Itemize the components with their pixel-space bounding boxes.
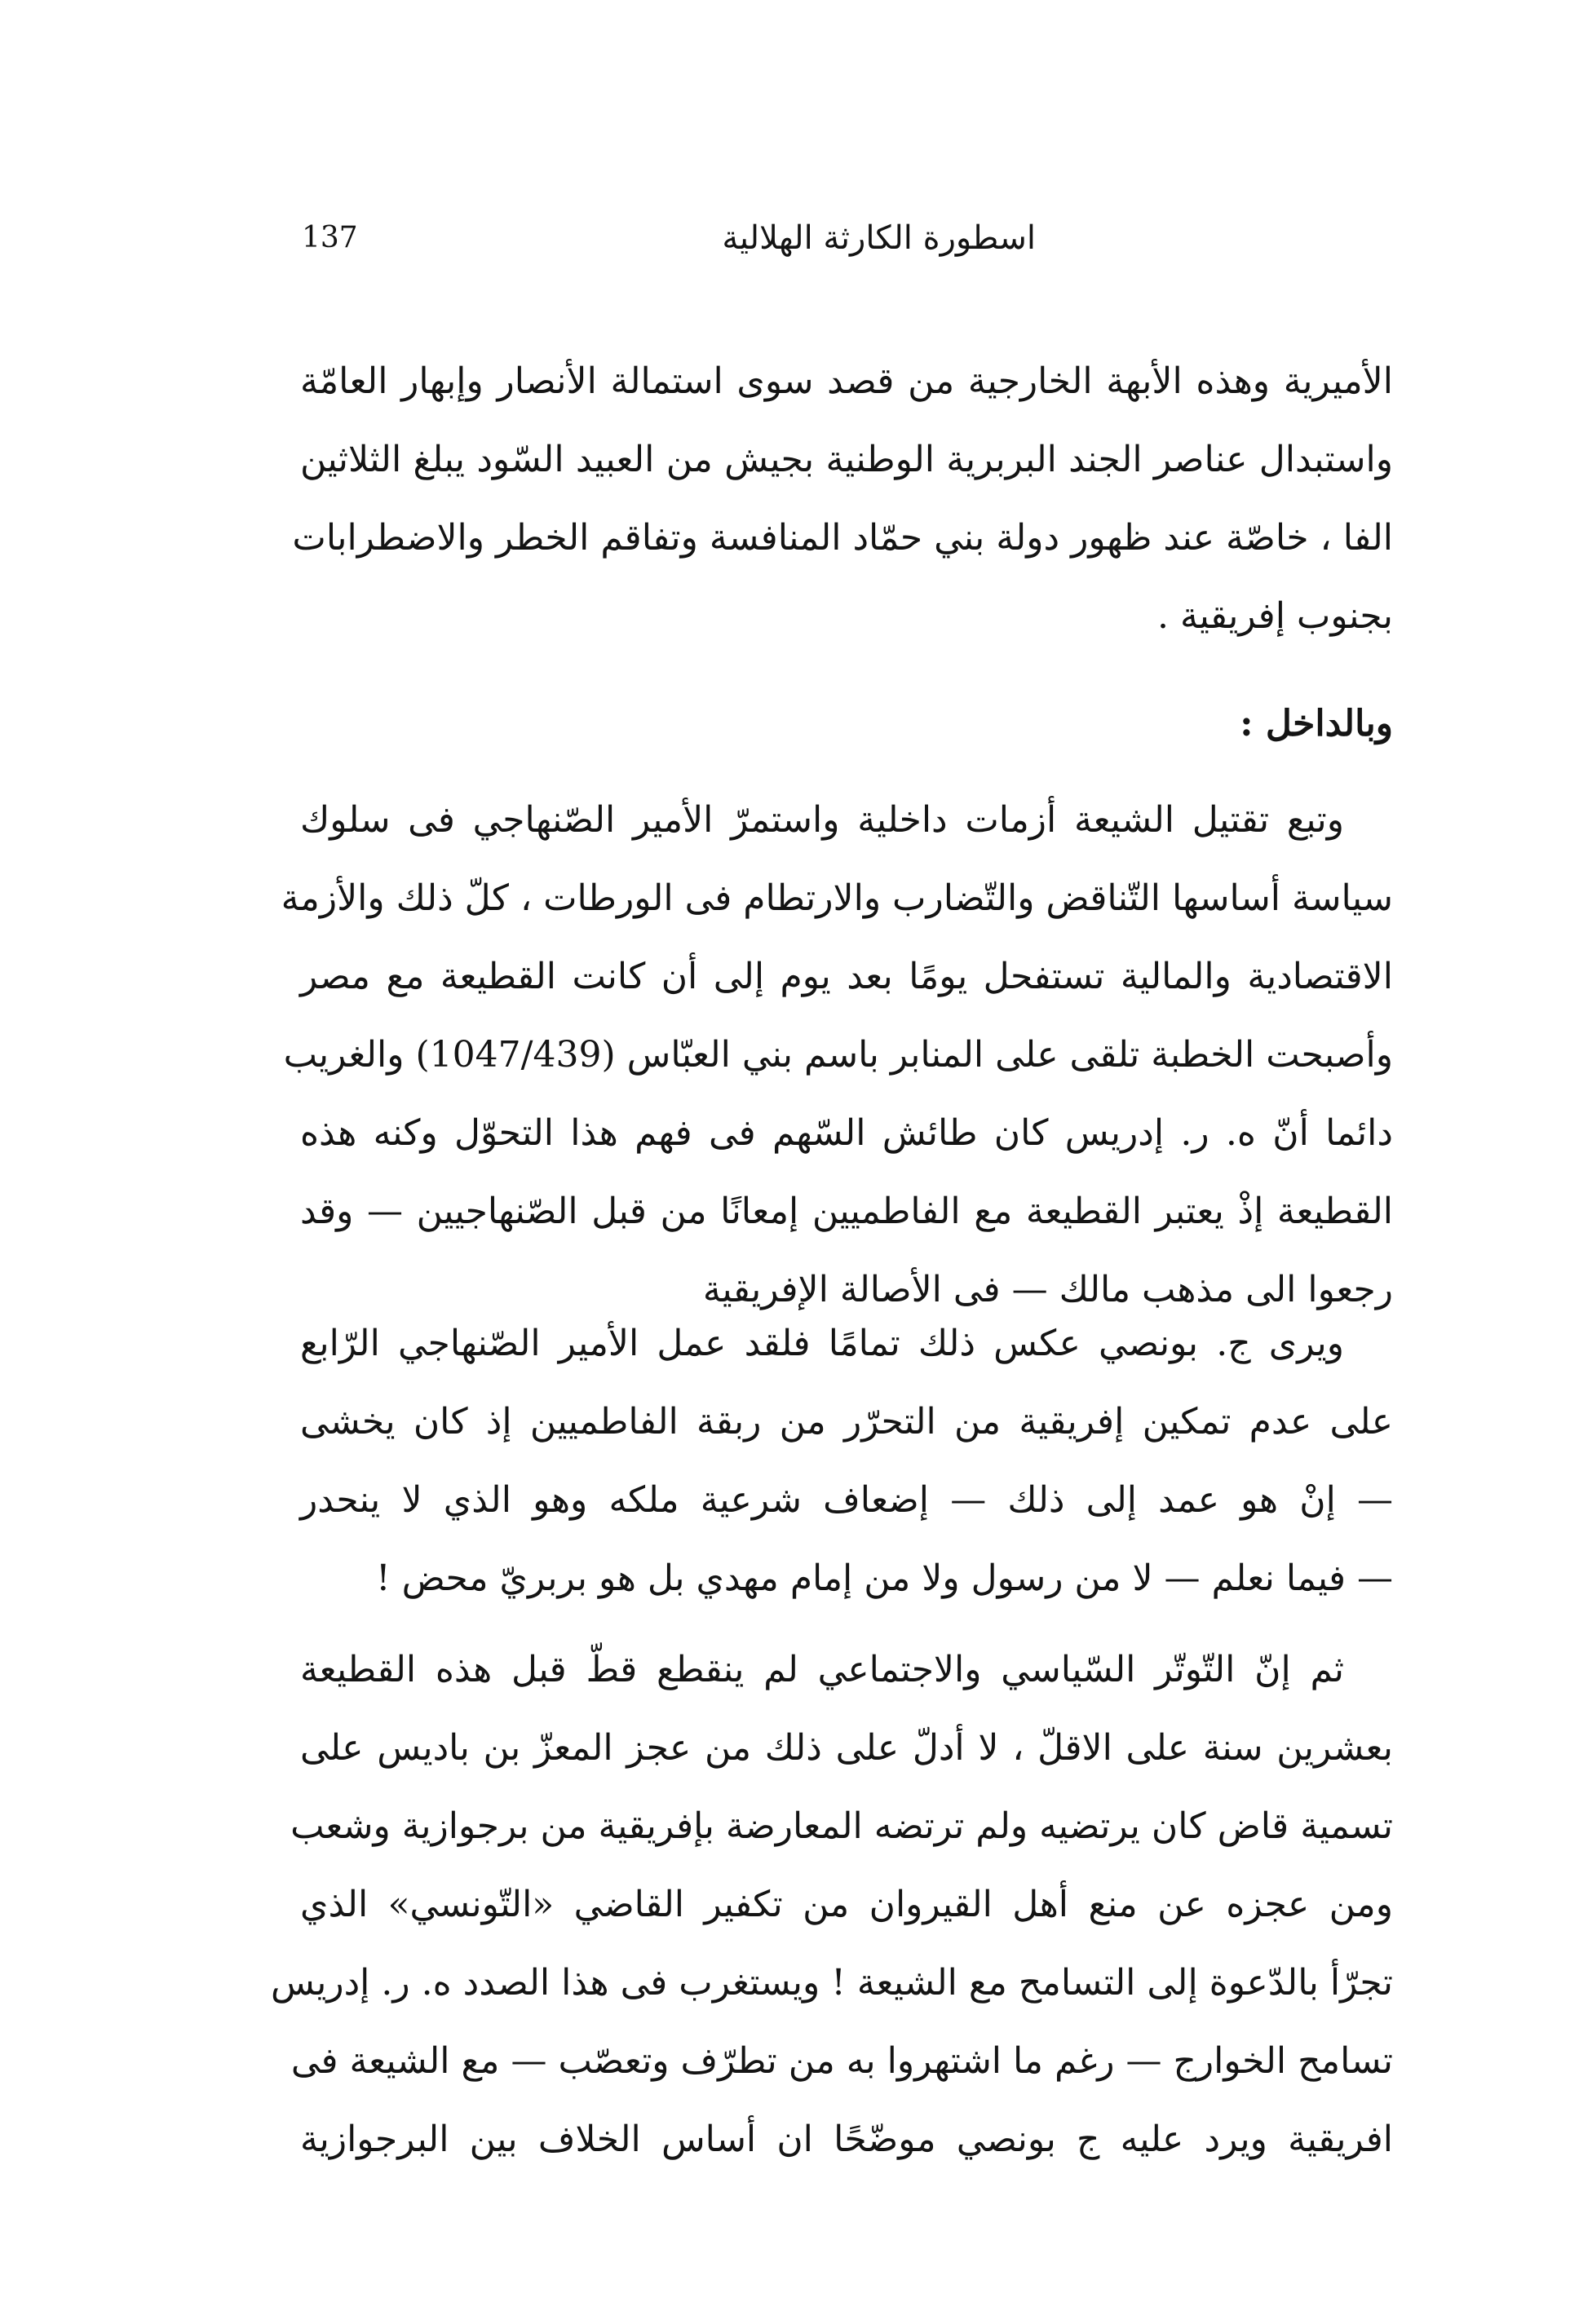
section-heading: وبالداخل :	[1240, 703, 1393, 744]
paragraph-3	[300, 1305, 1393, 1618]
paragraph-1	[292, 342, 1393, 656]
text-line: الفا ، خاصّة عند ظهور دولة بني حمّاد المنافسة وتفاقم الخطر والاضطرابات	[292, 517, 1393, 559]
text-line: على عدم تمكين إفريقية من التحرّر من ربقة الفاطميين إذ كان يخشى	[300, 1401, 1393, 1443]
text-line: الاقتصادية والمالية تستفحل يومًا بعد يوم إلى أن كانت القطيعة مع مصر	[300, 956, 1393, 997]
text-line: ثم إنّ التّوتّر السّياسي والاجتماعي لم ينقطع قطّ قبل هذه القطيعة	[300, 1649, 1344, 1690]
text-line: الأميرية وهذه الأبهة الخارجية من قصد سوى استمالة الأنصار وإبهار العامّة	[300, 360, 1393, 402]
text-line: سياسة أساسها التّناقض والتّضارب والارتطام فى الورطات ، كلّ ذلك والأزمة	[281, 877, 1393, 919]
text-line: — إنْ هو عمد إلى ذلك — إضعاف شرعية ملكه وهو الذي لا ينحدر	[300, 1479, 1393, 1521]
text-line: القطيعة إذْ يعتبر القطيعة مع الفاطميين إمعانًا من قبل الصّنهاجيين — وقد	[300, 1191, 1393, 1232]
paragraph-2	[281, 781, 1393, 1329]
paragraph-4	[271, 1631, 1393, 2179]
text-line: تسامح الخوارج — رغم ما اشتهروا به من تطرّف وتعصّب — مع الشيعة فى	[290, 2040, 1393, 2082]
text-line: رجعوا الى مذهب مالك — فى الأصالة الإفريقية	[702, 1269, 1393, 1310]
text-line: افريقية ويرد عليه ج بونصي موضّحًا ان أساس الخلاف بين البرجوازية	[300, 2119, 1393, 2160]
text-line: وأصبحت الخطبة تلقى على المنابر باسم بني العبّاس (1047/439) والغريب	[283, 1034, 1393, 1076]
text-line: تسمية قاض كان يرتضيه ولم ترتضه المعارضة بإفريقية من برجوازية وشعب	[290, 1805, 1393, 1847]
running-title: اسطورة الكارثة الهلالية	[722, 219, 1036, 257]
text-line: — فيما نعلم — لا من رسول ولا من إمام مهدي بل هو بربريّ محض !	[375, 1557, 1393, 1599]
page-number: 137	[302, 221, 358, 254]
page-header	[302, 214, 1036, 271]
text-line: واستبدال عناصر الجند البربرية الوطنية بجيش من العبيد السّود يبلغ الثلاثين	[300, 439, 1393, 480]
text-line: تجرّأ بالدّعوة إلى التسامح مع الشيعة ! ويستغرب فى هذا الصدد ه. ر. إدريس	[271, 1962, 1393, 2004]
text-line: دائما أنّ ه. ر. إدريس كان طائش السّهم فى فهم هذا التحوّل وكنه هذه	[300, 1112, 1393, 1154]
text-line: وتبع تقتيل الشيعة أزمات داخلية واستمرّ الأمير الصّنهاجي فى سلوك	[300, 799, 1344, 841]
text-line: بعشرين سنة على الاقلّ ، لا أدلّ على ذلك من عجز المعزّ بن باديس على	[300, 1727, 1393, 1769]
text-line: ويرى ج. بونصي عكس ذلك تمامًا فلقد عمل الأمير الصّنهاجي الرّابع	[300, 1323, 1344, 1364]
text-line: بجنوب إفريقية .	[1157, 595, 1393, 637]
text-line: ومن عجزه عن منع أهل القيروان من تكفير القاضي «التّونسي» الذي	[300, 1884, 1393, 1925]
